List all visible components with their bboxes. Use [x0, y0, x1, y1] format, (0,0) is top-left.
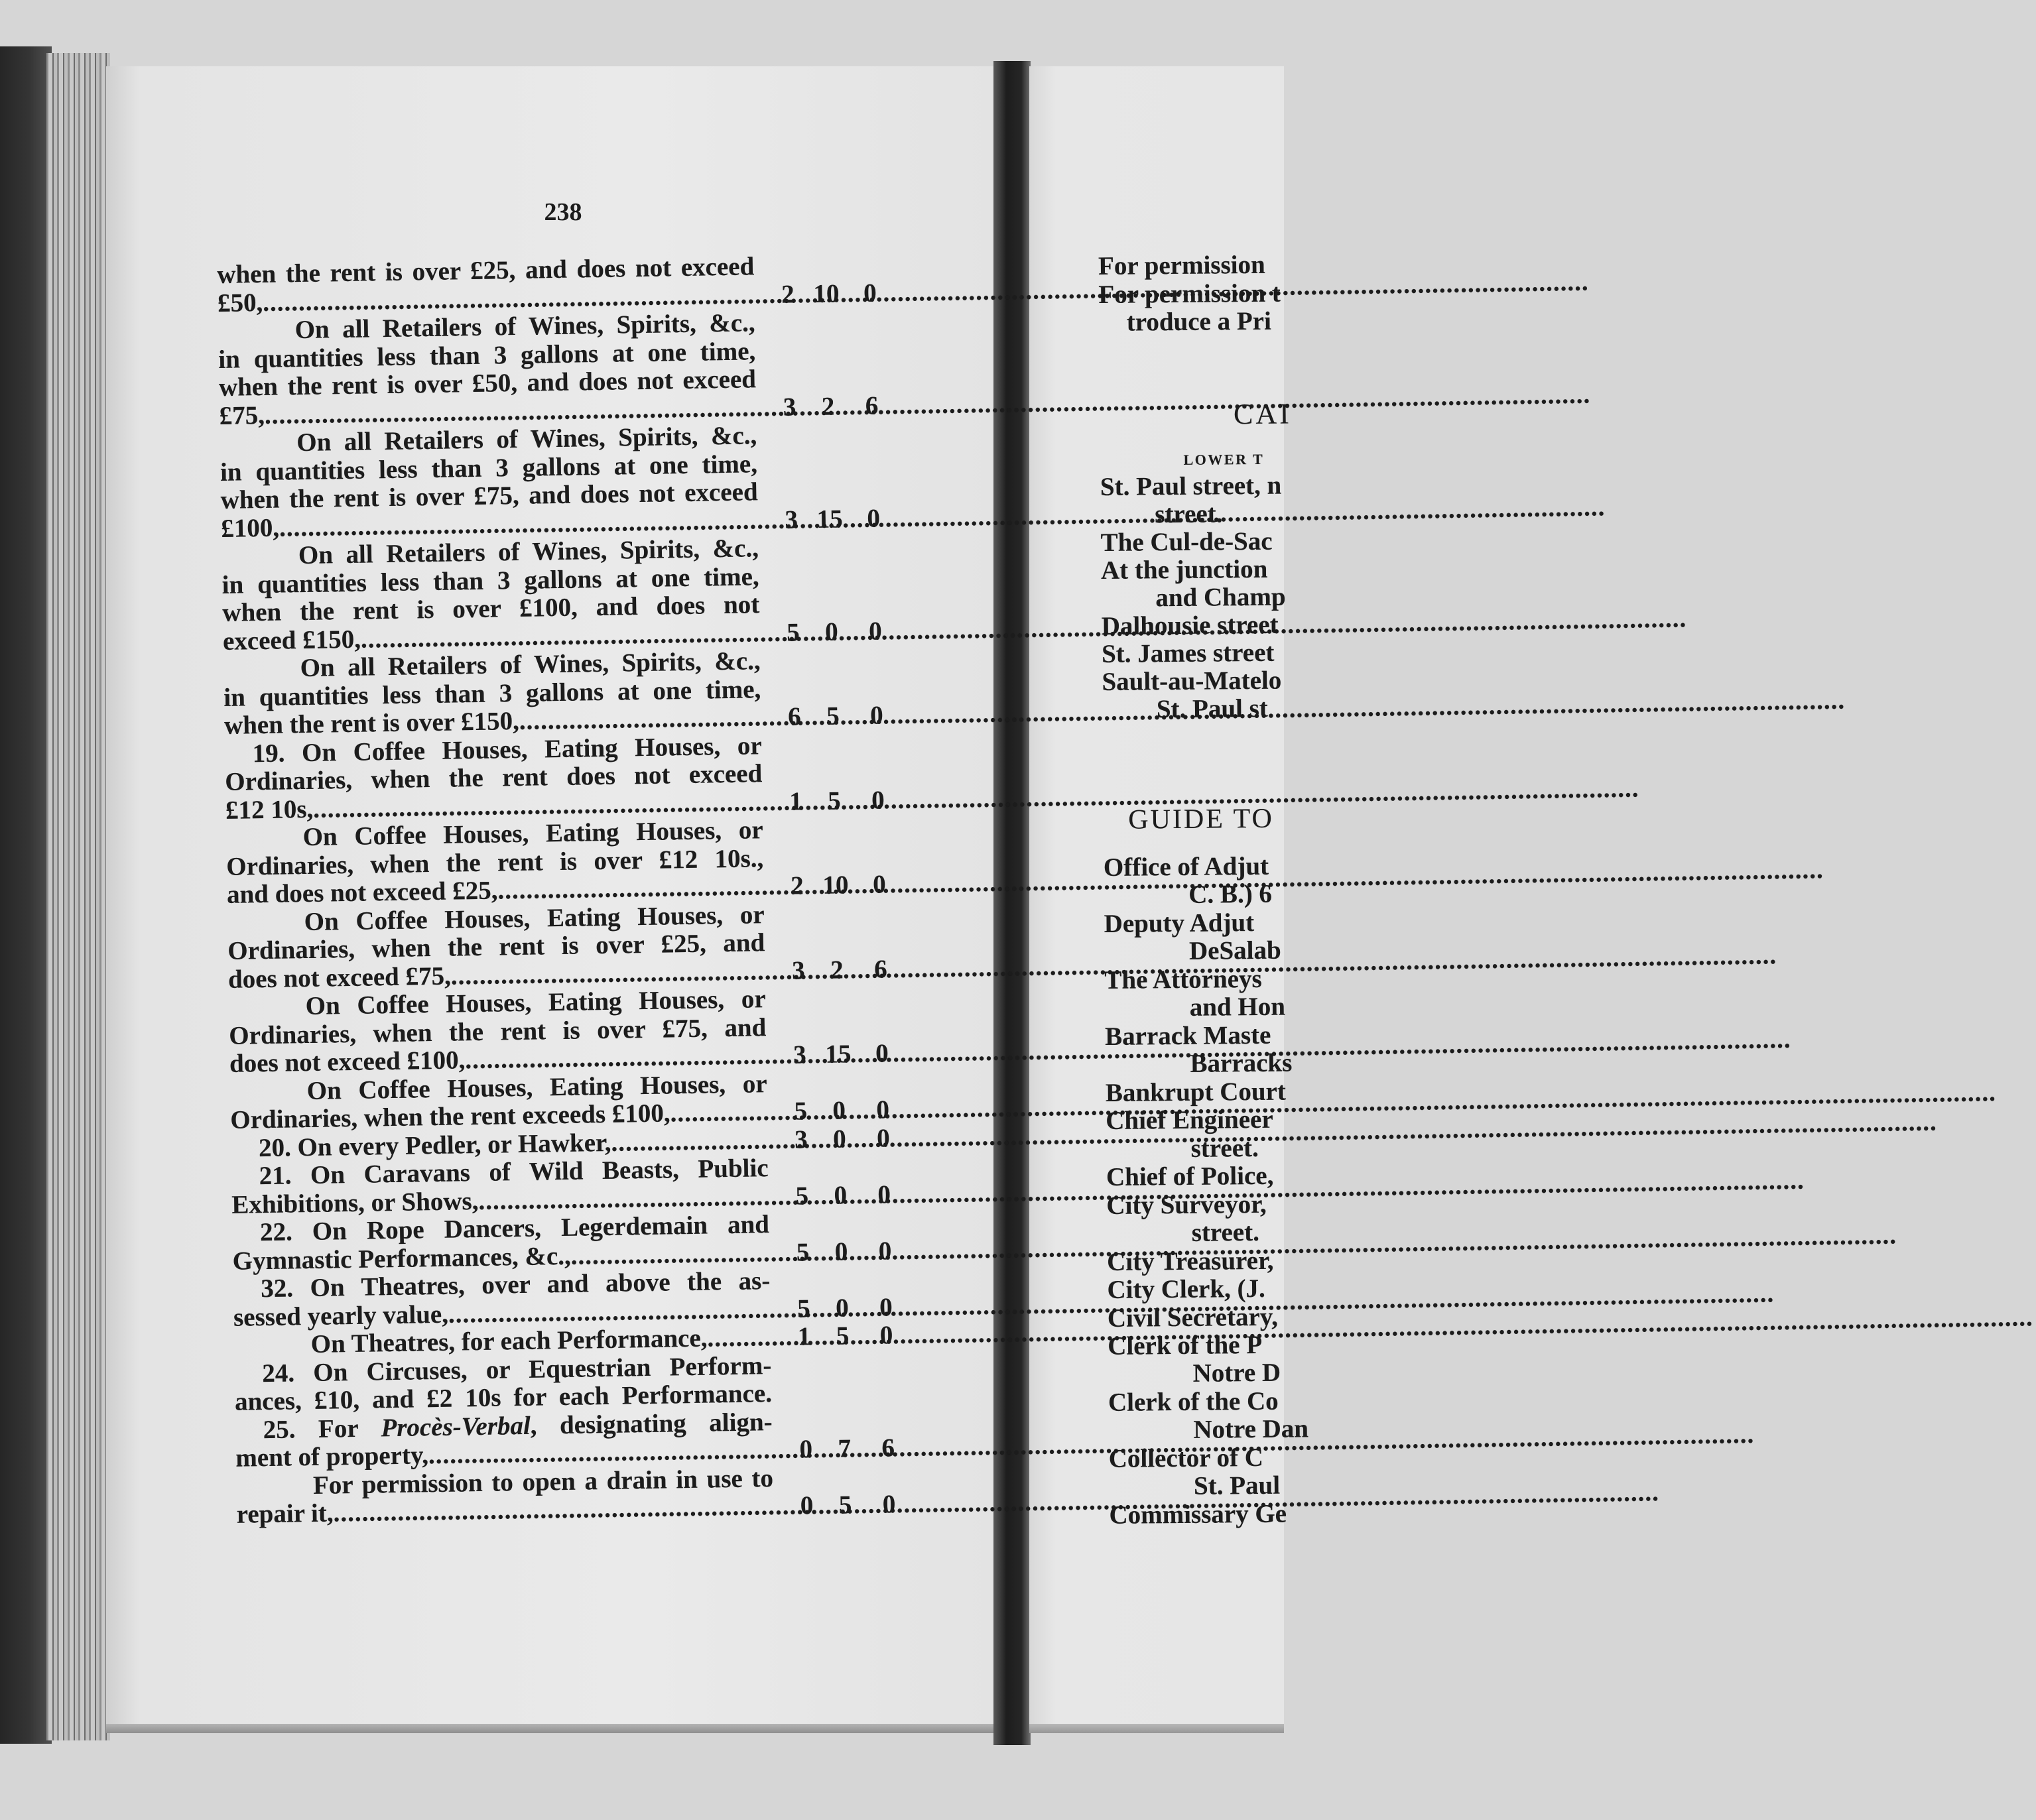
- text-segment: 20. On every Pedler, or Hawker,: [258, 1128, 611, 1162]
- amount-pence: 0: [869, 701, 883, 730]
- amount-pounds: 3: [794, 1124, 808, 1154]
- amount-pence: 0: [876, 1095, 890, 1124]
- amount: [769, 1180, 904, 1211]
- amount-pounds: 6: [787, 702, 801, 731]
- text-segment: does not exceed £100,: [229, 1046, 466, 1078]
- right-intro-lines: [1098, 251, 1281, 337]
- text-segment: On Theatres, for each Performance,: [310, 1323, 708, 1359]
- amount: [764, 871, 899, 901]
- amount-pounds: 3: [791, 955, 805, 985]
- amount-pence: 0: [871, 785, 885, 815]
- text-segment: £100,: [220, 513, 280, 543]
- text-segment: Ordinaries, when the rent is over £25, and: [227, 928, 765, 965]
- book-binding: [0, 46, 52, 1744]
- text-line: troduce a Pri: [1126, 306, 1271, 337]
- amount-pence: 0: [868, 616, 882, 646]
- italic-term: Procès-Verbal: [381, 1411, 531, 1442]
- text-segment: 24. On Circuses, or Equestrian Perform-: [262, 1351, 772, 1388]
- line-label: [228, 962, 451, 994]
- text-segment: On all Retailers of Wines, Spirits, &c.,: [298, 534, 759, 570]
- amount-shillings: 7: [838, 1434, 852, 1463]
- text-line: and Hon: [1189, 992, 1286, 1022]
- text-line: For permission: [1098, 250, 1265, 280]
- amount-pence: 6: [865, 391, 879, 420]
- amount: [768, 1124, 903, 1154]
- line-label: [223, 625, 361, 656]
- amount-shillings: 15: [816, 504, 844, 534]
- text-segment: when the rent is over £75, and does not exceed: [220, 477, 758, 515]
- text-line: Barrack Maste: [1104, 1020, 1271, 1051]
- text-segment: £12 10s,: [225, 794, 314, 825]
- amount-pence: 6: [873, 954, 887, 984]
- amount: [765, 955, 901, 985]
- amount: [763, 814, 898, 845]
- amount: [762, 758, 897, 788]
- line-label: [231, 1187, 479, 1219]
- amount-pence: 0: [876, 1123, 890, 1153]
- text-segment: in quantities less than 3 gallons at one time,: [223, 674, 761, 712]
- amount: [771, 1349, 907, 1380]
- amount: [756, 392, 891, 422]
- amount-pounds: 5: [796, 1237, 810, 1266]
- text-line: Notre Dan: [1193, 1414, 1309, 1445]
- amount-pence: 0: [882, 1490, 896, 1519]
- text-segment: On all Retailers of Wines, Spirits, &c.,: [300, 646, 761, 683]
- amount-pounds: 3: [785, 505, 798, 534]
- text-segment: and does not exceed £25,: [226, 876, 498, 909]
- amount-shillings: 0: [824, 617, 838, 646]
- text-segment: when the rent is over £150,: [223, 706, 520, 740]
- line-label: [236, 1499, 334, 1529]
- text-line: Barracks: [1190, 1048, 1293, 1079]
- amount: [754, 251, 889, 281]
- amount: [767, 1096, 903, 1126]
- text-segment: does not exceed £75,: [227, 961, 452, 994]
- amount: [755, 307, 890, 337]
- amount-pounds: 1: [797, 1322, 811, 1351]
- amount-pounds: 5: [796, 1294, 811, 1323]
- text-line: DeSalab: [1188, 936, 1281, 966]
- amount: [766, 1011, 901, 1042]
- text-segment: On Coffee Houses, Eating Houses, or: [304, 900, 765, 936]
- amount-pence: 0: [863, 278, 877, 308]
- text-segment: repair it,: [236, 1498, 334, 1529]
- text-segment: £50,: [217, 288, 263, 318]
- text-segment: On Coffee Houses, Eating Houses, or: [306, 1069, 767, 1105]
- text-line: City Treasurer,: [1106, 1246, 1274, 1276]
- amount: [755, 279, 890, 310]
- amount: [763, 842, 899, 873]
- section-subheading: LOWER T: [1183, 450, 1265, 468]
- line-label: [235, 1441, 428, 1473]
- text-line: Chief of Police,: [1106, 1161, 1274, 1192]
- amount-pence: 0: [872, 870, 886, 899]
- line-label: [229, 1046, 466, 1078]
- text-line: Commissary Ge: [1109, 1499, 1287, 1530]
- amount-pence: 0: [867, 503, 881, 533]
- text-line: Dalhousie street: [1101, 610, 1279, 640]
- text-segment: sessed yearly value,: [233, 1300, 449, 1332]
- text-line: C. B.) 6: [1188, 880, 1273, 910]
- amount-pence: 0: [879, 1292, 893, 1321]
- text-line: The Attorneys: [1104, 964, 1262, 995]
- amount: [773, 1434, 908, 1465]
- amount: [763, 786, 898, 816]
- text-segment: when the rent is over £25, and does not exceed: [216, 252, 755, 289]
- text-segment: , designating align-: [530, 1407, 773, 1440]
- text-line: At the junction: [1100, 554, 1268, 585]
- text-segment: in quantities less than 3 gallons at one time,: [218, 336, 756, 374]
- amount: [772, 1406, 907, 1436]
- text-segment: Gymnastic Performances, &c.,: [232, 1241, 572, 1276]
- amount-pounds: 5: [794, 1097, 808, 1126]
- section-2-lines: [1104, 852, 1310, 1530]
- amount: [761, 729, 897, 760]
- amount: [773, 1490, 909, 1521]
- amount: [772, 1378, 907, 1408]
- text-line: St. James street: [1101, 638, 1275, 668]
- right-page-content: [1028, 0, 1309, 1819]
- text-line: St. Paul street, n: [1100, 471, 1282, 501]
- guide-heading: GUIDE TO: [1128, 803, 1275, 835]
- amount: [771, 1293, 906, 1323]
- text-line: The Cul-de-Sac: [1100, 526, 1273, 557]
- amount-pounds: 3: [783, 392, 796, 422]
- amount-shillings: 0: [834, 1180, 848, 1210]
- dot-leader: [707, 1323, 771, 1353]
- amount-shillings: 0: [832, 1124, 846, 1154]
- amount: [759, 561, 894, 591]
- amount: [757, 420, 892, 450]
- amount-pounds: 3: [793, 1040, 806, 1069]
- amount-shillings: 5: [826, 701, 840, 731]
- text-segment: in quantities less than 3 gallons at one time,: [220, 449, 758, 487]
- text-segment: On all Retailers of Wines, Spirits, &c.,: [296, 421, 757, 457]
- amount-pence: 0: [878, 1236, 892, 1266]
- amount: [759, 532, 894, 563]
- amount-shillings: 0: [835, 1293, 849, 1323]
- text-segment: Ordinaries, when the rent does not exceed: [225, 759, 763, 796]
- amount-shillings: 2: [821, 391, 835, 421]
- text-line: Office of Adjut: [1103, 851, 1269, 882]
- dot-leader: [670, 1098, 767, 1128]
- amount-pence: 0: [875, 1039, 889, 1068]
- amount-shillings: 10: [822, 871, 849, 900]
- amount-pounds: 2: [781, 279, 795, 309]
- amount: [761, 674, 896, 704]
- amount: [773, 1462, 909, 1492]
- amount: [767, 1067, 902, 1098]
- text-line: Bankrupt Court: [1105, 1077, 1287, 1107]
- text-line: Deputy Adjut: [1104, 908, 1255, 938]
- amount: [767, 1040, 902, 1070]
- amount: [758, 505, 893, 535]
- dot-leader: [519, 703, 762, 735]
- line-label: [221, 514, 279, 543]
- page-edges: [46, 53, 110, 1740]
- text-segment: exceed £150,: [222, 625, 361, 656]
- amount-pounds: 1: [789, 786, 802, 816]
- page-number: 238: [544, 198, 582, 226]
- tariff-text-block: [217, 251, 909, 1529]
- text-segment: £75,: [219, 400, 265, 430]
- amount-pounds: 5: [786, 617, 800, 647]
- line-label: [218, 288, 263, 318]
- line-label: [233, 1300, 449, 1332]
- amount-pounds: 0: [799, 1435, 813, 1464]
- amount: [756, 363, 891, 394]
- amount-shillings: 5: [827, 786, 841, 816]
- amount-pence: 0: [877, 1180, 891, 1209]
- line-label: [219, 401, 265, 430]
- amount: [769, 1237, 905, 1267]
- amount-pence: 6: [881, 1433, 895, 1463]
- text-line: Collector of C: [1108, 1443, 1264, 1473]
- amount: [757, 476, 893, 507]
- amount: [755, 335, 891, 366]
- dot-leader: [611, 1126, 768, 1157]
- amount-pounds: 2: [790, 871, 804, 900]
- text-line: St. Paul: [1193, 1471, 1281, 1501]
- amount: [760, 617, 895, 648]
- text-line: Civil Secretary,: [1107, 1302, 1279, 1333]
- amount-shillings: 5: [838, 1490, 852, 1520]
- amount: [764, 898, 899, 929]
- left-page-bottom-edge: [106, 1724, 996, 1733]
- amount-shillings: 15: [825, 1040, 852, 1069]
- text-segment: 22. On Rope Dancers, Legerdemain and: [259, 1210, 770, 1247]
- text-segment: in quantities less than 3 gallons at one time,: [222, 562, 759, 599]
- text-line: Notre D: [1192, 1359, 1281, 1388]
- text-segment: Ordinaries, when the rent is over £75, and: [229, 1012, 767, 1050]
- text-segment: On Coffee Houses, Eating Houses, or: [305, 985, 766, 1021]
- text-segment: ances, £10, and £2 10s for each Performance.: [234, 1379, 773, 1416]
- text-line: St. Paul st: [1156, 694, 1268, 724]
- text-segment: Ordinaries, when the rent is over £12 10s.,: [226, 843, 764, 881]
- text-segment: On Coffee Houses, Eating Houses, or: [302, 816, 763, 852]
- text-line: street.: [1190, 1133, 1259, 1163]
- text-line: Clerk of the Co: [1108, 1386, 1279, 1417]
- amount: [765, 983, 901, 1014]
- text-segment: For permission to open a drain in use to: [312, 1463, 774, 1500]
- text-segment: when the rent is over £100, and does not: [222, 590, 760, 627]
- text-segment: 25. For: [263, 1413, 381, 1444]
- text-segment: Exhibitions, or Shows,: [231, 1186, 479, 1219]
- text-line: For permission t: [1098, 278, 1281, 309]
- amount: [769, 1209, 905, 1239]
- amount: [770, 1265, 905, 1296]
- amount-shillings: 2: [830, 955, 844, 985]
- text-line: Clerk of the P: [1108, 1330, 1263, 1361]
- amount: [757, 448, 893, 479]
- amount: [759, 589, 895, 619]
- text-line: Sault-au-Matelo: [1102, 666, 1282, 696]
- amount-shillings: 5: [836, 1321, 850, 1351]
- text-line: street.: [1155, 499, 1223, 529]
- text-line: City Clerk, (J.: [1107, 1274, 1265, 1304]
- amount: [768, 1152, 903, 1183]
- text-segment: On all Retailers of Wines, Spirits, &c.,: [294, 308, 755, 345]
- text-segment: 21. On Caravans of Wild Beasts, Public: [259, 1154, 769, 1191]
- text-line: City Surveyor,: [1106, 1189, 1267, 1220]
- amount: [771, 1321, 906, 1352]
- text-segment: ment of property,: [235, 1441, 429, 1473]
- amount: [760, 645, 895, 676]
- amount-pounds: 5: [795, 1181, 809, 1210]
- text-line: street.: [1191, 1218, 1260, 1247]
- line-label: [225, 795, 314, 825]
- text-line: Chief Engineer: [1106, 1105, 1273, 1136]
- amount-pounds: 0: [800, 1491, 814, 1520]
- amount-shillings: 0: [834, 1237, 848, 1266]
- text-segment: when the rent is over £50, and does not exceed: [218, 365, 757, 402]
- section-1-lines: [1100, 472, 1287, 724]
- amount-shillings: 0: [832, 1096, 846, 1125]
- text-segment: 32. On Theatres, over and above the as-: [261, 1266, 771, 1304]
- amount-pence: 0: [879, 1321, 893, 1350]
- amount: [765, 927, 900, 957]
- dot-leader: [570, 1239, 770, 1270]
- amount-shillings: 10: [813, 278, 840, 308]
- text-segment: 19. On Coffee Houses, Eating Houses, or: [252, 731, 762, 768]
- section-heading: CAI: [1233, 397, 1292, 431]
- text-segment: Ordinaries, when the rent exceeds £100,: [230, 1099, 670, 1134]
- amount: [761, 701, 897, 732]
- text-line: and Champ: [1155, 582, 1286, 613]
